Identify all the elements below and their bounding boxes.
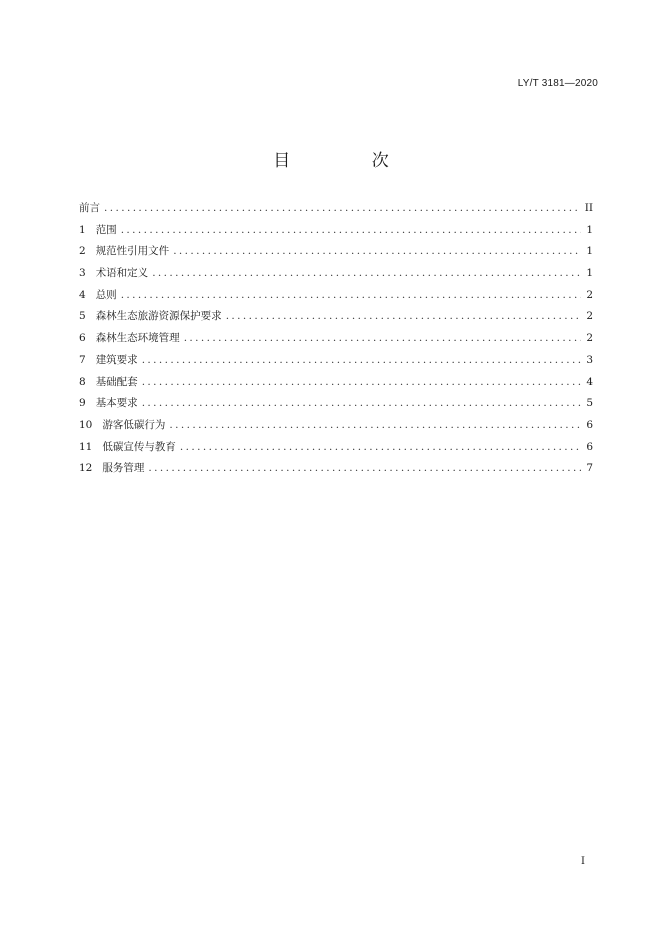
toc-entry-page: 4: [586, 375, 593, 388]
toc-entry-page: 3: [586, 353, 593, 366]
toc-entry-label: 基础配套: [95, 375, 138, 388]
toc-entry-label: 游客低碳行为: [102, 418, 166, 431]
toc-leader-dots: [121, 220, 581, 242]
toc-entry-number: 3: [79, 267, 86, 280]
toc-leader-dots: [142, 372, 581, 394]
toc-entry-1[interactable]: [79, 220, 593, 242]
toc-leader-dots: [142, 350, 581, 372]
toc-entry-number: 9: [79, 397, 86, 410]
toc-leader-dots: [104, 198, 581, 220]
toc-entry-page: 2: [586, 332, 593, 345]
toc-entry-5[interactable]: [79, 306, 593, 328]
toc-entry-page: 1: [586, 267, 593, 280]
toc-entry-number: 7: [79, 353, 86, 366]
toc-entry-number: 12: [79, 462, 93, 475]
toc-entry-4[interactable]: [79, 285, 593, 307]
toc-entry-number: 4: [79, 288, 86, 301]
standard-code: LY/T 3181—2020: [517, 78, 598, 89]
toc-leader-dots: [148, 458, 581, 480]
page-title: 目 次: [273, 151, 427, 171]
toc-entry-label: 范围: [95, 223, 117, 236]
table-of-contents: [79, 198, 593, 480]
toc-entry-2[interactable]: [79, 241, 593, 263]
toc-entry-page: 2: [586, 288, 593, 301]
toc-leader-dots: [121, 285, 581, 307]
toc-entry-8[interactable]: [79, 372, 593, 394]
toc-entry-6[interactable]: [79, 328, 593, 350]
toc-entry-page: 5: [586, 397, 593, 410]
toc-entry-page: 6: [586, 418, 593, 431]
toc-entry-number: 8: [79, 375, 86, 388]
toc-entry-label: 规范性引用文件: [95, 245, 170, 258]
toc-leader-dots: [226, 306, 581, 328]
toc-leader-dots: [152, 263, 581, 285]
toc-entry-label: 森林生态环境管理: [95, 332, 180, 345]
toc-entry-page: 6: [586, 440, 593, 453]
toc-entry-page: 2: [586, 310, 593, 323]
toc-entry-number: 11: [79, 440, 93, 453]
toc-leader-dots: [184, 328, 581, 350]
toc-entry-label: 前言: [79, 202, 100, 214]
toc-entry-9[interactable]: [79, 393, 593, 415]
toc-entry-11[interactable]: [79, 437, 593, 459]
toc-entry-label: 森林生态旅游资源保护要求: [95, 310, 222, 323]
toc-entry-label: 总则: [95, 288, 117, 301]
toc-entry-page: 1: [586, 245, 593, 258]
toc-entry-3[interactable]: [79, 263, 593, 285]
toc-leader-dots: [169, 415, 581, 437]
toc-leader-dots: [142, 393, 581, 415]
toc-leader-dots: [173, 241, 581, 263]
toc-entry-7[interactable]: [79, 350, 593, 372]
toc-entry-number: 5: [79, 310, 86, 323]
toc-entry-label: 建筑要求: [95, 353, 138, 366]
toc-entry-page: II: [584, 202, 593, 214]
toc-entry-12[interactable]: [79, 458, 593, 480]
toc-entry-label: 服务管理: [102, 462, 145, 475]
toc-entry-number: 1: [79, 223, 86, 236]
toc-entry-page: 7: [586, 462, 593, 475]
toc-entry-number: 6: [79, 332, 86, 345]
toc-entry-label: 术语和定义: [95, 267, 149, 280]
toc-entry-10[interactable]: [79, 415, 593, 437]
toc-entry-number: 10: [79, 418, 93, 431]
toc-entry-label: 低碳宣传与教育: [102, 440, 176, 453]
toc-entry-label: 基本要求: [95, 397, 138, 410]
toc-entry-foreword[interactable]: [79, 198, 593, 220]
toc-entry-number: 2: [79, 245, 86, 258]
toc-entry-page: 1: [586, 223, 593, 236]
page-number: I: [581, 856, 585, 867]
toc-leader-dots: [180, 437, 581, 459]
